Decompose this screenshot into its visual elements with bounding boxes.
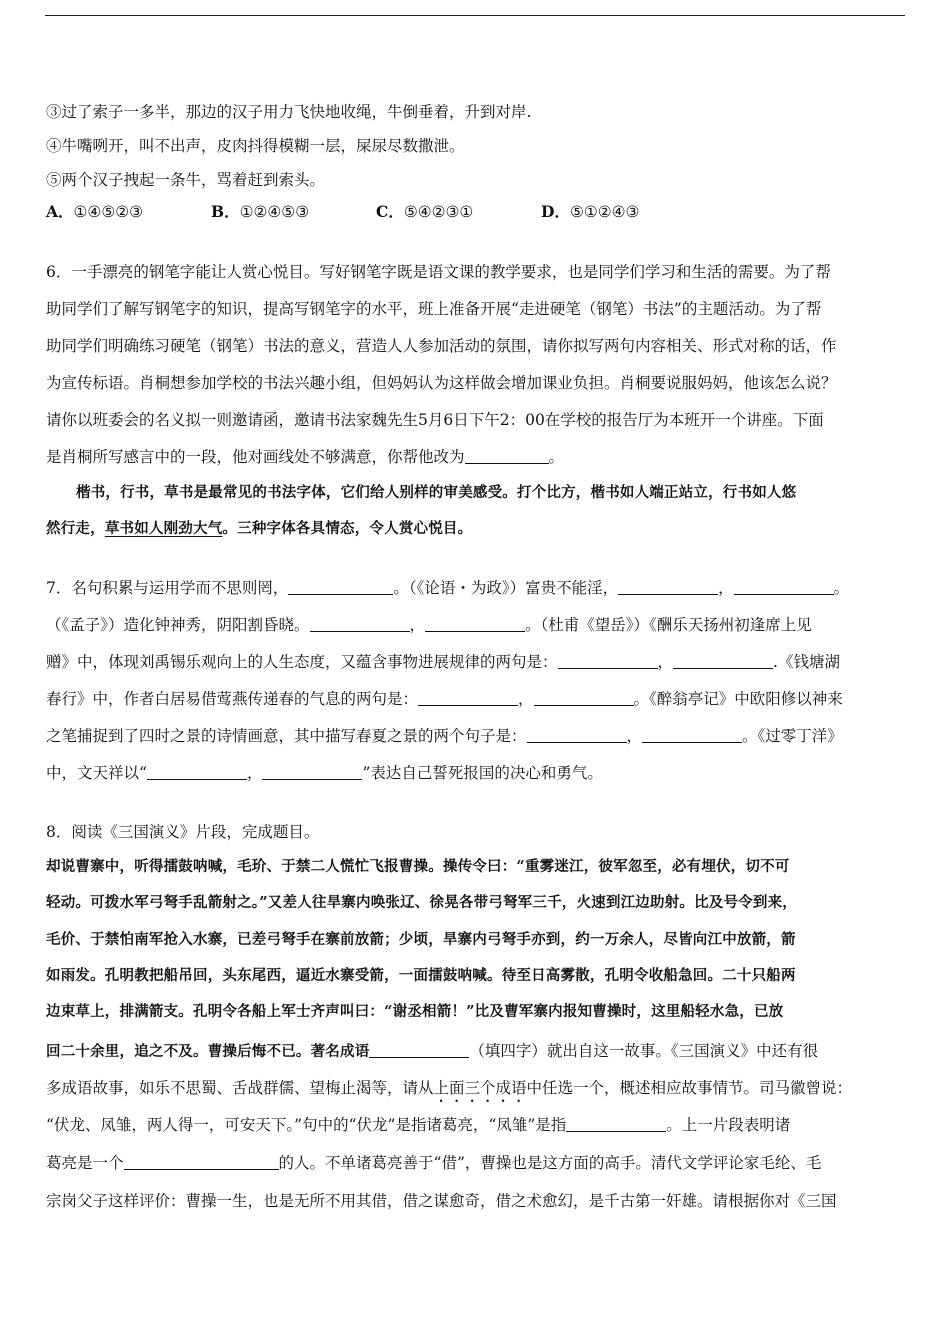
q8-line-7: 多成语故事，如乐不思蜀、舌战群儒、望梅止渴等，请从上面三个成语中任选一个，概述相应故事情节。司马徽曾说： <box>46 1079 853 1097</box>
q7-line-5: 之笔捕捉到了四时之景的诗情画意，其中描写春夏之景的两个句子是： ， 。《过零丁洋》 <box>46 727 843 745</box>
answer-blank <box>262 765 362 780</box>
q6-passage-line-2: 然行走，草书如人刚劲大气。三种字体各具情态，令人赏心悦目。 <box>46 520 473 537</box>
q7-line-6: 中，文天祥以“ ， ”表达自己誓死报国的决心和勇气。 <box>46 764 603 782</box>
q5-item-3: ③过了索子一多半，那边的汉子用力飞快地收绳，牛倒垂着，升到对岸. <box>46 103 532 121</box>
answer-blank <box>310 617 410 632</box>
answer-blank <box>124 1155 279 1170</box>
q7-line-4: 春行》中，作者白居易借莺燕传递春的气息的两句是： ， 。《醉翁亭记》中欧阳修以神来 <box>46 690 843 708</box>
answer-blank <box>425 617 525 632</box>
q6-line-5: 请你以班委会的名义拟一则邀请函，邀请书法家魏先生5月6日下午2：00在学校的报告厅为本班开一个讲座。下面 <box>46 411 824 429</box>
q8-title: 8．阅读《三国演义》片段，完成题目。 <box>46 823 320 841</box>
q8-line-6: 回二十余里，追之不及。曹操后悔不已。著名成语 （填四字）就出自这一故事。《三国演义》中还有很 <box>46 1042 819 1060</box>
answer-blank <box>642 728 742 743</box>
answer-blank <box>566 1117 666 1132</box>
answer-blank <box>558 654 658 669</box>
answer-blank <box>618 580 718 595</box>
q8-passage-line-4: 如雨发。孔明教把船吊回，头东尾西，逼近水寨受箭，一面擂鼓呐喊。待至日高雾散，孔明令收船急回。二十只船两 <box>46 967 796 984</box>
q6-line-3: 助同学们明确练习硬笔（钢笔）书法的意义，营造人人参加活动的氛围，请你拟写两句内容相关、形式对称的话，作 <box>46 337 837 355</box>
option-a: A．①④⑤②③ <box>46 202 144 221</box>
option-d: D．⑤①②④③ <box>541 202 640 221</box>
q8-passage-line-5: 边束草上，排满箭支。孔明令各船上军士齐声叫曰：“谢丞相箭！”比及曹军寨内报知曹操时，这里船轻水急，已放 <box>46 1003 784 1020</box>
answer-blank <box>673 654 773 669</box>
answer-blank <box>147 765 247 780</box>
answer-blank <box>534 691 634 706</box>
answer-blank <box>527 728 627 743</box>
underlined-phrase: 草书如人刚劲大气 <box>104 520 223 537</box>
q5-item-5: ⑤两个汉子拽起一条牛，骂着赶到索头。 <box>46 171 326 189</box>
q6-line-4: 为宣传标语。肖桐想参加学校的书法兴趣小组，但妈妈认为这样做会增加课业负担。肖桐要说服妈妈，他该怎么说？ <box>46 374 837 392</box>
q8-passage-line-2: 轻动。可拨水军弓弩手乱箭射之。”又差人往旱寨内唤张辽、徐晃各带弓弩军三千，火速到江边助射。比及号令到来， <box>46 894 797 911</box>
answer-blank <box>465 449 549 464</box>
q6-line-6: 是肖桐所写感言中的一段，他对画线处不够满意，你帮他改为 。 <box>46 448 565 466</box>
q6-line-1: 6．一手漂亮的钢笔字能让人赏心悦目。写好钢笔字既是语文课的教学要求，也是同学们学习和生活的需要。为了帮 <box>46 263 831 281</box>
option-c: C．⑤④②③① <box>376 202 474 221</box>
dotted-phrase: 上面三个成语 <box>433 1079 527 1097</box>
q7-line-1: 7．名句积累与运用学而不思则罔， 。（《论语・为政》）富贵不能淫， ， 。 <box>46 579 850 597</box>
q6-passage-line-1: 楷书，行书，草书是最常见的书法字体，它们给人别样的审美感受。打个比方，楷书如人端正站立，行书如人悠 <box>76 484 797 501</box>
q5-options <box>46 202 639 222</box>
answer-blank <box>418 691 518 706</box>
q7-line-3: 赠》中，体现刘禹锡乐观向上的人生态度，又蕴含事物进展规律的两句是： ， .《钱塘湖 <box>46 653 840 671</box>
q8-passage-line-1: 却说曹寨中，听得擂鼓呐喊，毛玠、于禁二人慌忙飞报曹操。操传令曰：“重雾迷江，彼军忽至，必有埋伏，切不可 <box>46 858 790 875</box>
option-b: B．①②④⑤③ <box>211 202 310 221</box>
q8-passage-line-3: 毛价、于禁怕南军抢入水寨，已差弓弩手在寨前放箭；少顷，旱寨内弓弩手亦到，约一万余人，尽皆向江中放箭，箭 <box>46 931 796 948</box>
answer-blank <box>288 580 393 595</box>
q8-line-8: “伏龙、凤雏，两人得一，可安天下。”句中的“伏龙”是指诸葛亮，“凤雏”是指 。上一片段表明诸 <box>46 1116 791 1134</box>
answer-blank <box>369 1043 469 1058</box>
answer-blank <box>734 580 834 595</box>
q5-item-4: ④牛嘴咧开，叫不出声，皮肉抖得模糊一层，屎尿尽数撒泄。 <box>46 137 465 155</box>
header-rule <box>45 15 905 16</box>
q8-line-10: 宗岗父子这样评价：曹操一生，也是无所不用其借，借之谋愈奇，借之术愈幻，是千古第一奸雄。请根据你对《三国 <box>46 1192 837 1210</box>
q8-line-9: 葛亮是一个 的人。不单诸葛亮善于“借”，曹操也是这方面的高手。清代文学评论家毛纶、毛 <box>46 1154 822 1172</box>
q7-line-2: （《孟子》）造化钟神秀，阴阳割昏晓。 ， 。（杜甫《望岳》）《酬乐天扬州初逢席上见 <box>46 616 812 634</box>
q6-line-2: 助同学们了解写钢笔字的知识，提高写钢笔字的水平，班上准备开展“走进硬笔（钢笔）书法”的主题活动。为了帮 <box>46 300 822 318</box>
